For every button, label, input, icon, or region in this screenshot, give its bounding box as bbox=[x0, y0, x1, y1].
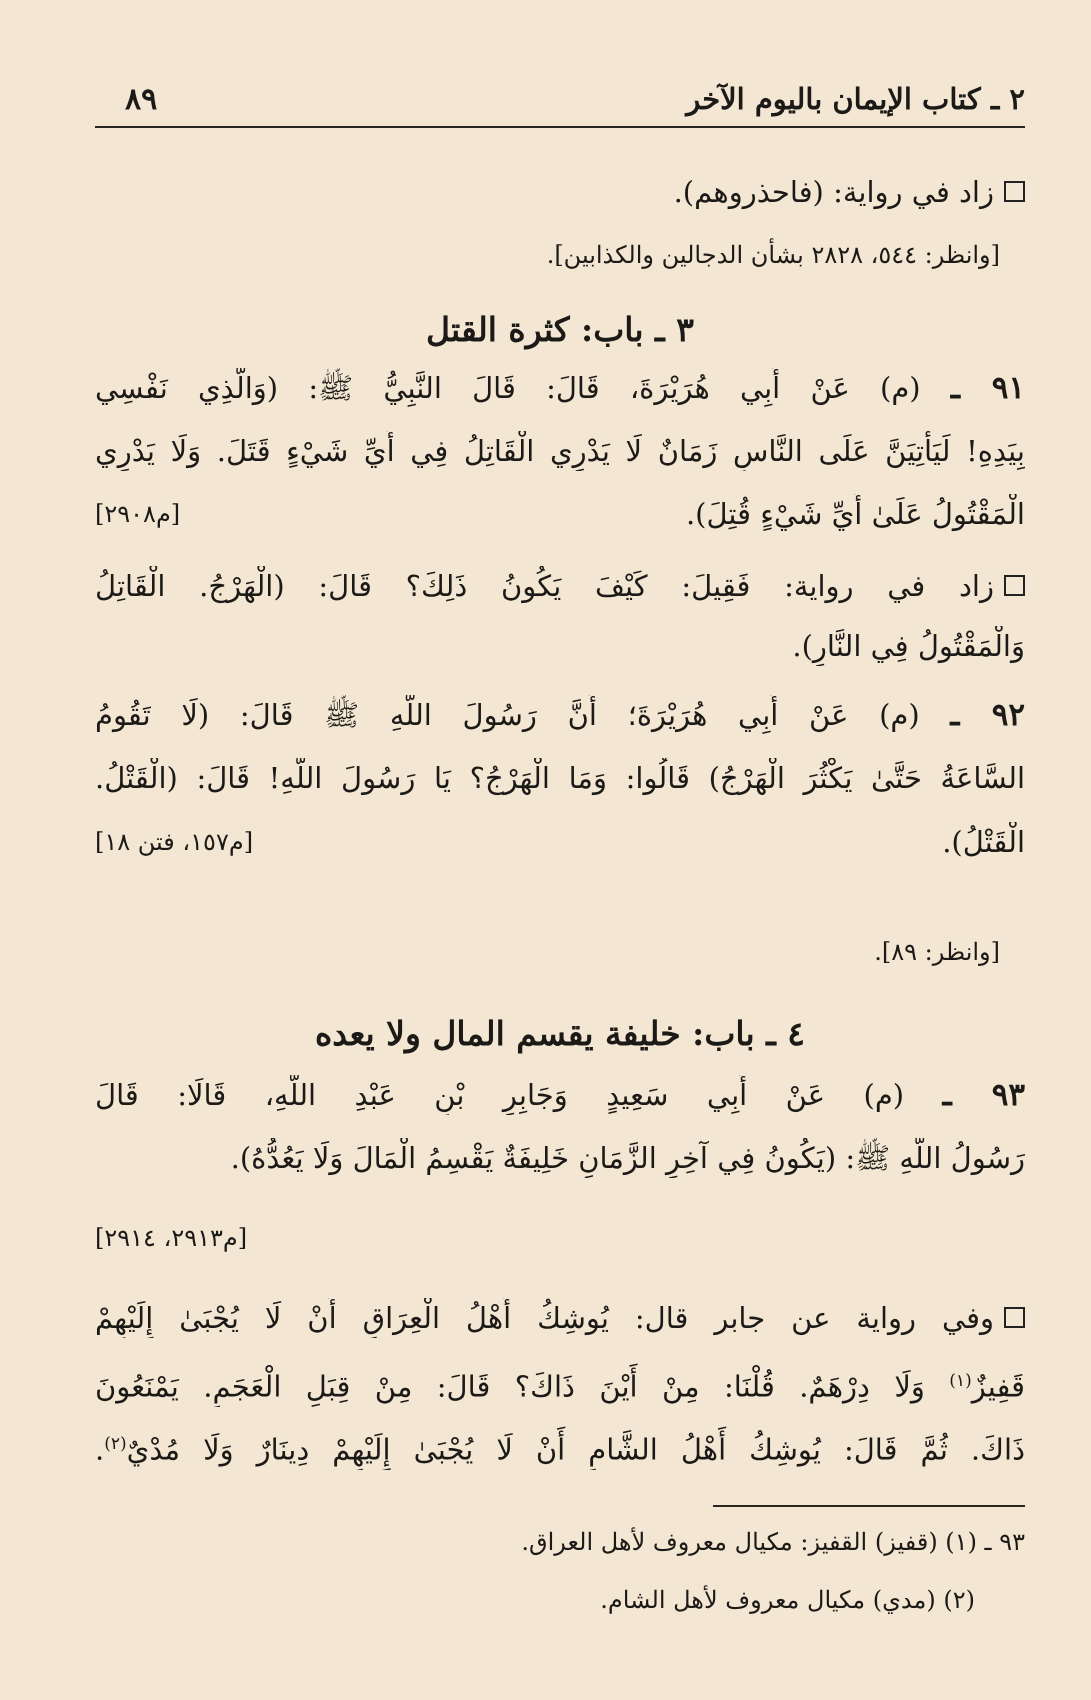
hadith-number: ٩٢ ـ bbox=[950, 697, 1025, 733]
hadith-text: (م) عَنْ أَبِي سَعِيدٍ وَجَابِرِ بْنِ عَبْدِ اللَّهِ، قَالَا: قَالَ bbox=[95, 1078, 905, 1112]
hadith-92-line-2: السَّاعَةُ حَتَّىٰ يَكْثُرَ الْهَرْجُ) قَالُوا: وَمَا الْهَرْجُ؟ يَا رَسُولَ اللَّهِ! قَالَ: (الْقَتْلُ. bbox=[95, 761, 1025, 795]
square-bullet-icon bbox=[1004, 575, 1025, 596]
hadith-93-line-1 bbox=[95, 1075, 1025, 1115]
narration-line-1 bbox=[95, 1298, 1025, 1338]
hadith-reference: [م٢٩٠٨] bbox=[95, 500, 181, 528]
chapter-title: ٢ ـ كتاب الإيمان باليوم الآخر bbox=[686, 82, 1025, 116]
hadith-92-line-3: الْقَتْلُ). bbox=[942, 825, 1025, 859]
narration-text: . bbox=[95, 1432, 105, 1467]
section-heading: ٣ ـ باب: كثرة القتل bbox=[426, 310, 694, 349]
hadith-92-line-1 bbox=[95, 695, 1025, 735]
hadith-reference: [م٢٩١٣، ٢٩١٤] bbox=[95, 1224, 248, 1252]
hadith-number: ٩٣ ـ bbox=[942, 1077, 1025, 1113]
section-heading: ٤ ـ باب: خليفة يقسم المال ولا يعده bbox=[314, 1014, 806, 1053]
narration-text: وفي رواية عن جابر قال: يُوشِكُ أَهْلُ الْعِرَاقِ أَنْ لَا يُجْبَىٰ إِلَيْهِمْ bbox=[95, 1301, 994, 1335]
hadith-91-line-3: الْمَقْتُولُ عَلَىٰ أَيِّ شَيْءٍ قُتِلَ). bbox=[685, 497, 1025, 531]
narration-line-1 bbox=[95, 566, 1025, 606]
book-page bbox=[95, 0, 1025, 1700]
narration-text: ذَاكَ. ثُمَّ قَالَ: يُوشِكُ أَهْلُ الشَّامِ أَنْ لَا يُجْبَىٰ إِلَيْهِمْ دِينَارٌ وَلَا مُدْيٌ bbox=[126, 1432, 1025, 1467]
narration-line-2: وَالْمَقْتُولُ فِي النَّارِ). bbox=[792, 629, 1025, 663]
hadith-91-line-2: بِيَدِهِ! لَيَأْتِيَنَّ عَلَى النَّاسِ زَمَانٌ لَا يَدْرِي الْقَاتِلُ فِي أَيِّ شَيْءٍ قَتَلَ. وَلَا يَدْرِي bbox=[95, 434, 1025, 468]
see-also-line: [وانظر: ٨٩]. bbox=[874, 938, 1000, 966]
hadith-text: (م) عَنْ أَبِي هُرَيْرَةَ؛ أَنَّ رَسُولَ اللَّهِ ﷺ قَالَ: (لَا تَقُومُ bbox=[95, 698, 920, 732]
hadith-number: ٩١ ـ bbox=[950, 370, 1025, 406]
footnote-rule bbox=[713, 1505, 1025, 1507]
see-also-line: [وانظر: ٥٤٤، ٢٨٢٨ بشأن الدجالين والكذابين]. bbox=[546, 241, 1000, 269]
hadith-91-line-1 bbox=[95, 368, 1025, 408]
footnote-2: (٢) (مدي) مكيال معروف لأهل الشام. bbox=[600, 1586, 975, 1614]
page-header bbox=[95, 78, 1025, 128]
square-bullet-icon bbox=[1004, 1307, 1025, 1328]
hadith-reference: [م١٥٧، فتن ١٨] bbox=[95, 828, 254, 856]
page-number: ٨٩ bbox=[125, 82, 158, 117]
narration-text: زاد في رواية: فَقِيلَ: كَيْفَ يَكُونُ ذَلِكَ؟ قَالَ: (الْهَرْجُ. الْقَاتِلُ bbox=[95, 569, 994, 603]
hadith-93-line-2: رَسُولُ اللَّهِ ﷺ: (يَكُونُ فِي آخِرِ الزَّمَانِ خَلِيفَةٌ يَقْسِمُ الْمَالَ وَلَا يَعُدُّهُ). bbox=[230, 1141, 1025, 1175]
narration-line-2 bbox=[95, 1361, 1025, 1407]
footnote-1: ٩٣ ـ (١) (قفيز) القفيز: مكيال معروف لأهل العراق. bbox=[521, 1528, 1025, 1556]
narration-line-3 bbox=[95, 1424, 1025, 1470]
narration-text: وَلَا دِرْهَمٌ. قُلْنَا: مِنْ أَيْنَ ذَاكَ؟ قَالَ: مِنْ قِبَلِ الْعَجَمِ. يَمْنَعُونَ bbox=[95, 1369, 950, 1404]
square-bullet-icon bbox=[1004, 181, 1025, 202]
hadith-text: (م) عَنْ أَبِي هُرَيْرَةَ، قَالَ: قَالَ النَّبِيُّ ﷺ: (وَالَّذِي نَفْسِي bbox=[95, 371, 921, 405]
note-text: زاد في رواية: (فاحذروهم). bbox=[673, 175, 994, 209]
narration-text: قَفِيزٌ bbox=[971, 1369, 1025, 1404]
footnote-marker: (٢) bbox=[104, 1434, 127, 1454]
header-rule bbox=[95, 126, 1025, 128]
note-line bbox=[95, 172, 1025, 212]
footnote-marker: (١) bbox=[949, 1371, 972, 1391]
